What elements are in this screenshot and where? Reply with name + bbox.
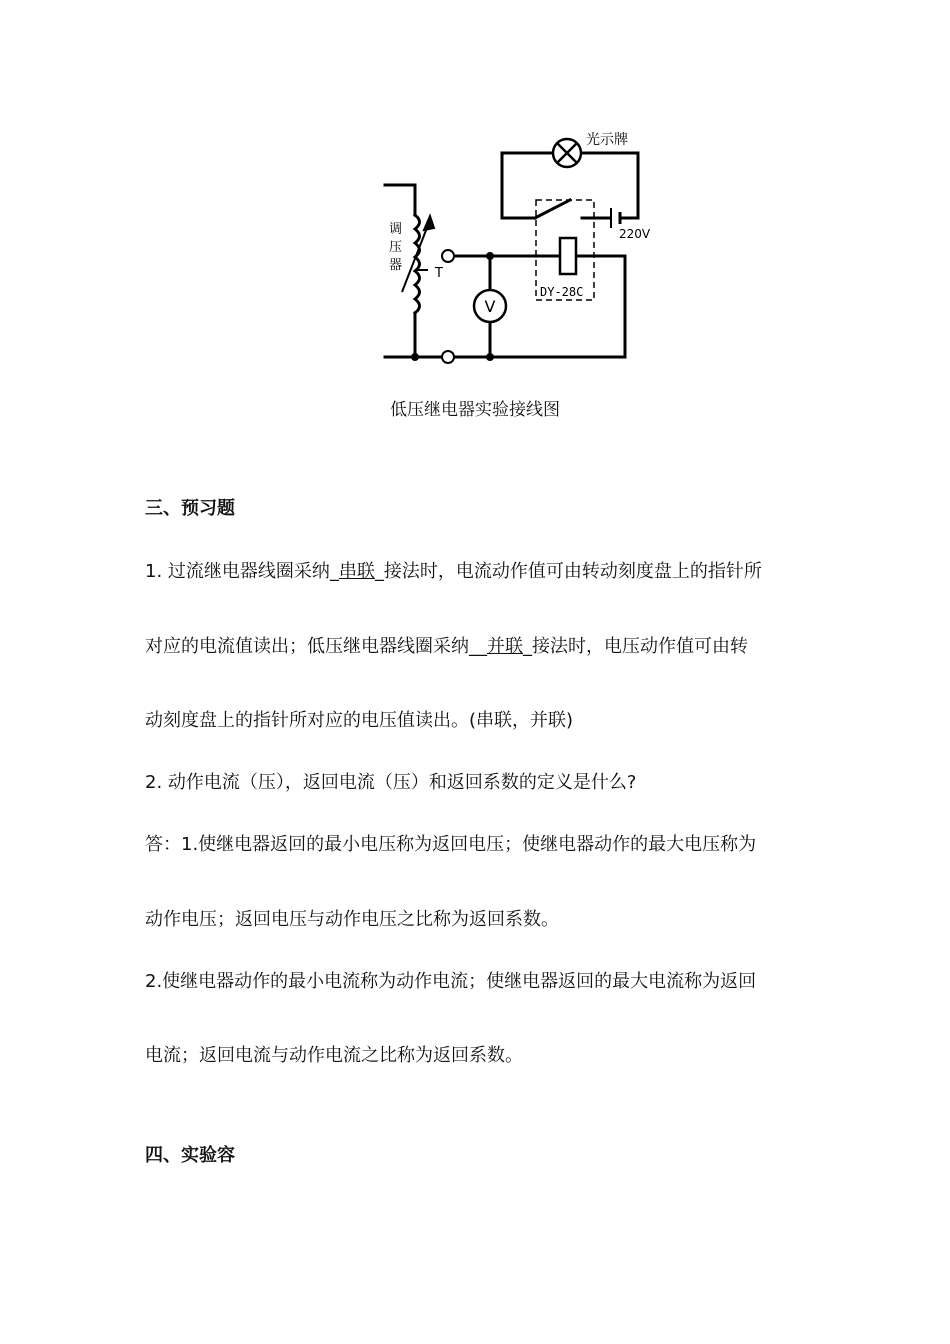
- regulator-arrow-head: [424, 216, 434, 230]
- regulator-coil: [415, 215, 420, 313]
- lamp-loop-left: [502, 153, 553, 218]
- answer-line-2: 动作电压；返回电压与动作电压之比称为返回系数。: [145, 909, 559, 930]
- relay-label: DY-28C: [540, 285, 584, 299]
- section-4-heading: 四、实验容: [145, 1145, 235, 1166]
- terminal-bottom-circle: [442, 351, 454, 363]
- lamp-label: 光示牌: [586, 132, 628, 148]
- section-3-heading: 三、预习题: [145, 498, 235, 519]
- regulator-label-3: 器: [389, 258, 403, 273]
- terminal-t-circle: [442, 250, 454, 262]
- voltmeter-label: V: [484, 297, 496, 316]
- q1-line-2-text-b: _接法时，电压动作值可由转: [523, 636, 748, 657]
- q1-line-1: [145, 559, 825, 585]
- node-dot-left: [411, 353, 419, 361]
- node-dot-top: [486, 252, 494, 260]
- q1-line-2: [145, 634, 825, 660]
- answer-line-4: 电流；返回电流与动作电流之比称为返回系数。: [145, 1045, 523, 1066]
- circuit-svg: [370, 120, 670, 375]
- lamp-loop-right: [581, 153, 638, 218]
- figure-caption: 低压继电器实验接线图: [390, 400, 560, 420]
- answer-line-3: 2.使继电器动作的最小电流称为动作电流；使继电器返回的最大电流称为返回: [145, 971, 757, 992]
- q1-line-2-text-a: 对应的电流值读出；低压继电器线圈采纳__: [145, 636, 487, 657]
- regulator-label-2: 压: [389, 240, 403, 255]
- source-label: 220V: [619, 227, 651, 241]
- wiring-diagram: [370, 120, 670, 375]
- q1-line-3: 动刻度盘上的指针所对应的电压值读出。(串联，并联): [145, 710, 574, 731]
- q1-blank-1: 串联: [338, 561, 375, 582]
- terminal-t-label: T: [435, 266, 443, 281]
- q2-line: 2. 动作电流（压），返回电流（压）和返回系数的定义是什么?: [145, 772, 637, 793]
- answer-line-1: 答：1.使继电器返回的最小电压称为返回电压；使继电器动作的最大电压称为: [145, 834, 757, 855]
- regulator-top-wire: [385, 185, 415, 215]
- node-dot-bottom: [486, 353, 494, 361]
- q1-blank-2: 并联: [487, 636, 523, 657]
- q1-line-1-text-b: _接法时，电流动作值可由转动刻度盘上的指针所: [374, 561, 762, 582]
- relay-coil: [560, 238, 576, 274]
- regulator-label-1: 调: [389, 222, 403, 237]
- q1-line-1-text-a: 1. 过流继电器线圈采纳_: [145, 561, 339, 582]
- relay-contact: [535, 200, 570, 218]
